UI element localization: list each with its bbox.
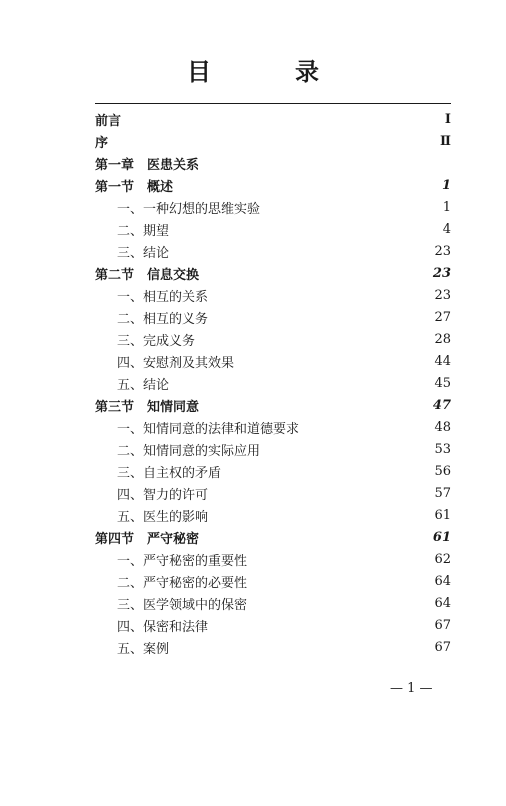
toc-subsection[interactable] (117, 548, 451, 570)
toc-subsection[interactable] (117, 284, 451, 306)
leader-dots (227, 460, 428, 482)
leader-dots (266, 196, 431, 218)
toc-entry-label: 三、自主权的矛盾 (117, 465, 222, 481)
toc-entry-label: 一、严守秘密的重要性 (117, 553, 248, 569)
leader-dots (214, 482, 428, 504)
toc-entry-page: 47 (432, 397, 451, 413)
toc-entry-page: 57 (434, 485, 451, 501)
toc-entry-page: 53 (434, 441, 451, 457)
toc-entry-label: 四、安慰剂及其效果 (117, 355, 235, 371)
leader-dots (179, 174, 431, 196)
toc-entry-page: 45 (434, 375, 451, 391)
page-title: 目 录 (187, 57, 349, 86)
leader-dots (253, 592, 428, 614)
toc-subsection[interactable] (117, 482, 451, 504)
toc-section[interactable] (95, 394, 451, 416)
leader-dots (127, 108, 431, 130)
toc-entry-label: 一、一种幻想的思维实验 (117, 201, 261, 217)
toc-entry-label: 第一章 医患关系 (95, 157, 200, 173)
leader-dots (305, 416, 428, 438)
toc-entry-label: 序 (95, 135, 109, 151)
toc-subsection[interactable] (117, 460, 451, 482)
toc-entry-page: 23 (434, 287, 451, 303)
leader-dots (175, 636, 428, 658)
toc-subsection[interactable] (117, 196, 451, 218)
toc-entry-label: 三、完成义务 (117, 333, 196, 349)
toc-subsection[interactable] (117, 592, 451, 614)
title-rule (95, 103, 451, 104)
toc-subsection[interactable] (117, 350, 451, 372)
leader-dots (205, 526, 427, 548)
toc-entry-label: 五、案例 (117, 641, 170, 657)
toc-section[interactable] (95, 526, 451, 548)
toc-entry-page: 23 (434, 243, 451, 259)
leader-dots (240, 350, 428, 372)
toc-entry-page: 67 (434, 617, 451, 633)
toc-entry-label: 五、医生的影响 (117, 509, 209, 525)
toc-entry-label: 一、知情同意的法律和道德要求 (117, 421, 300, 437)
leader-dots (175, 218, 431, 240)
leader-dots (266, 438, 428, 460)
leader-dots (253, 548, 428, 570)
toc-entry-label: 四、智力的许可 (117, 487, 209, 503)
toc-entry-label: 一、相互的关系 (117, 289, 209, 305)
toc-entry-page: 1 (442, 199, 451, 215)
toc-subsection[interactable] (117, 614, 451, 636)
toc-entry-label: 五、结论 (117, 377, 170, 393)
leader-dots (253, 570, 428, 592)
toc-subsection[interactable] (117, 328, 451, 350)
toc-entry-label: 第二节 信息交换 (95, 267, 200, 283)
toc-subsection[interactable] (117, 504, 451, 526)
toc-entry-label: 二、严守秘密的必要性 (117, 575, 248, 591)
toc-subsection[interactable] (117, 306, 451, 328)
leader-dots (205, 394, 427, 416)
leader-dots (175, 240, 428, 262)
leader-dots (175, 372, 428, 394)
toc-subsection[interactable] (117, 416, 451, 438)
leader-dots (114, 130, 431, 152)
toc-chapter-1[interactable] (95, 152, 451, 174)
toc-entry-page: 4 (442, 221, 451, 237)
toc-entry-label: 第四节 严守秘密 (95, 531, 200, 547)
toc-subsection[interactable] (117, 372, 451, 394)
leader-dots (214, 504, 428, 526)
toc-entry-label: 三、结论 (117, 245, 170, 261)
toc-entry-page: 56 (434, 463, 451, 479)
toc-entry-page: Ⅰ (444, 111, 451, 127)
toc-entry-label: 二、期望 (117, 223, 170, 239)
leader-dots (214, 614, 428, 636)
toc-entry-label: 第三节 知情同意 (95, 399, 200, 415)
toc-section[interactable] (95, 262, 451, 284)
toc-entry-label: 四、保密和法律 (117, 619, 209, 635)
toc-subsection[interactable] (117, 218, 451, 240)
toc-entry-page: 27 (434, 309, 451, 325)
toc-entry-label: 三、医学领域中的保密 (117, 597, 248, 613)
toc-subsection[interactable] (117, 570, 451, 592)
toc-entry-foreword[interactable] (95, 130, 451, 152)
toc-entry-page: 64 (434, 595, 451, 611)
toc-subsection[interactable] (117, 636, 451, 658)
toc-entry-page: 61 (432, 529, 451, 545)
toc-entry-page: 48 (434, 419, 451, 435)
toc-entry-page: Ⅱ (440, 133, 451, 149)
toc-entry-label: 二、知情同意的实际应用 (117, 443, 261, 459)
toc-subsection[interactable] (117, 240, 451, 262)
page-number: — 1 — (390, 681, 433, 696)
toc-entry-label: 第一节 概述 (95, 179, 174, 195)
toc-entry-page: 64 (434, 573, 451, 589)
toc-entry-label: 前言 (95, 113, 122, 129)
toc-entry-page: 44 (434, 353, 451, 369)
leader-dots (205, 262, 427, 284)
toc-entry-page: 23 (432, 265, 451, 281)
toc-entry-page: 61 (434, 507, 451, 523)
leader-dots (214, 306, 428, 328)
toc-entry-page: 1 (441, 177, 451, 193)
toc-entry-page: 28 (434, 331, 451, 347)
toc-entry-page: 62 (434, 551, 451, 567)
leader-dots (214, 284, 428, 306)
toc-entry-label: 二、相互的义务 (117, 311, 209, 327)
toc-subsection[interactable] (117, 438, 451, 460)
leader-dots (201, 328, 428, 350)
toc-entry-preface[interactable] (95, 108, 451, 130)
toc-entry-page: 67 (434, 639, 451, 655)
toc-section[interactable] (95, 174, 451, 196)
